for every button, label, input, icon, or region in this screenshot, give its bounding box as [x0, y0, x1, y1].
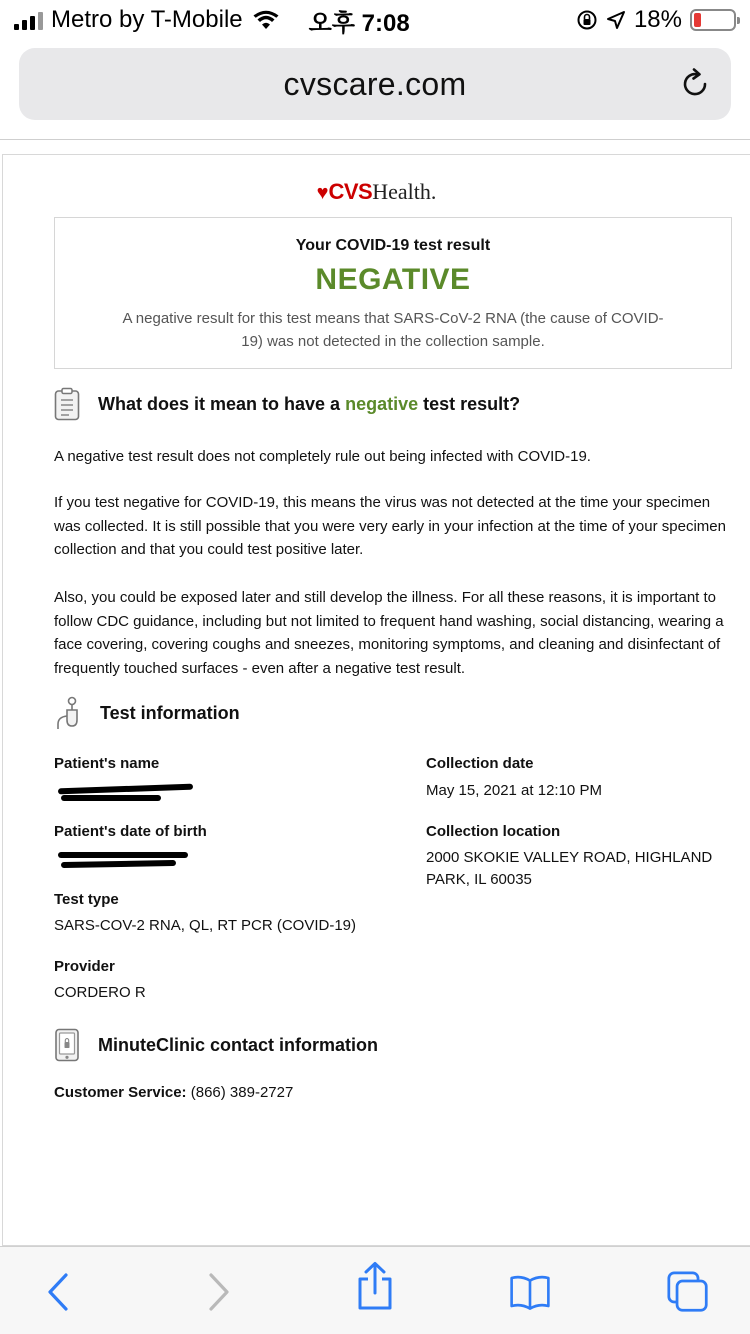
test-type-label: Test type — [54, 891, 119, 908]
forward-button[interactable] — [198, 1271, 240, 1313]
customer-service-phone[interactable]: (866) 389-2727 — [190, 1084, 294, 1101]
result-value: NEGATIVE — [315, 263, 471, 296]
browser-chrome-divider — [0, 139, 750, 140]
patient-name-label: Patient's name — [54, 755, 160, 772]
dob-label: Patient's date of birth — [54, 823, 207, 840]
meaning-heading: What does it mean to have a negative test result? — [98, 393, 521, 414]
customer-service-label: Customer Service: — [54, 1084, 187, 1101]
logo-cvs-text: CVS — [328, 179, 373, 204]
cellular-signal-icon — [14, 10, 43, 30]
clipboard-icon — [54, 387, 80, 421]
phone-icon — [54, 1028, 80, 1062]
redacted-patient-name — [58, 784, 193, 795]
test-info-heading — [54, 696, 240, 730]
share-icon — [355, 1261, 395, 1311]
wifi-icon — [253, 10, 279, 30]
redacted-patient-name — [61, 795, 161, 801]
logo-health-text: Health. — [372, 179, 437, 204]
meaning-section-heading — [54, 387, 520, 421]
collection-location-label: Collection location — [426, 823, 561, 840]
bookmarks-button[interactable] — [509, 1271, 551, 1313]
contact-title: MinuteClinic contact information — [98, 1034, 379, 1055]
address-bar[interactable] — [19, 48, 731, 120]
meaning-paragraph-1: A negative test result does not completely rule out being infected with COVID-19. — [54, 448, 591, 465]
safari-bottom-toolbar — [0, 1246, 750, 1334]
battery-icon — [690, 9, 736, 31]
provider-value: CORDERO R — [54, 984, 146, 1001]
result-title: Your COVID-19 test result — [295, 237, 491, 254]
collection-date-label: Collection date — [426, 755, 534, 772]
status-bar — [0, 0, 750, 40]
redacted-dob — [61, 860, 176, 868]
result-card — [54, 217, 732, 369]
meaning-paragraph-3: Also, you could be exposed later and still develop the illness. For all these reasons, it is important to follow CDC guidance, including but not limited to frequent hand washing, social distancing, wearing a face covering, covering coughs and sneezes, monitoring symptoms, and cleaning and disinfectant of frequently touched surfaces - even after a negative test result. — [54, 589, 724, 677]
back-button[interactable] — [37, 1271, 79, 1313]
forward-icon — [205, 1272, 233, 1312]
result-description: A negative result for this test means that SARS-CoV-2 RNA (the cause of COVID-19) was not detected in the collection sample. — [122, 310, 664, 350]
carrier-name: Metro by T-Mobile — [51, 6, 243, 33]
tabs-button[interactable] — [667, 1271, 709, 1313]
customer-service-line — [54, 1084, 293, 1101]
location-arrow-icon — [606, 10, 626, 30]
orientation-lock-icon — [576, 9, 598, 31]
url-text: cvscare.com — [283, 65, 467, 102]
bookmarks-icon — [509, 1271, 551, 1313]
back-icon — [44, 1272, 72, 1312]
redacted-dob — [58, 852, 188, 858]
cvs-health-logo[interactable] — [3, 179, 750, 205]
collection-location-value: 2000 SKOKIE VALLEY ROAD, HIGHLAND PARK, IL 60035 — [426, 849, 713, 888]
tabs-icon — [667, 1269, 709, 1315]
reload-icon[interactable] — [677, 66, 713, 102]
provider-label: Provider — [54, 958, 115, 975]
contact-section-heading — [54, 1028, 378, 1062]
test-info-title: Test information — [100, 702, 240, 723]
swab-test-icon — [54, 696, 80, 730]
collection-date-value: May 15, 2021 at 12:10 PM — [426, 782, 602, 799]
meaning-paragraph-2: If you test negative for COVID-19, this means the virus was not detected at the time your specimen was collected. It is still possible that you were very early in your infection at the time of your specimen collection and that you could test positive later. — [54, 494, 726, 558]
clock: 오후 7:08 — [308, 9, 410, 37]
web-page — [2, 154, 750, 1246]
share-button[interactable] — [354, 1265, 396, 1307]
test-type-value: SARS-COV-2 RNA, QL, RT PCR (COVID-19) — [54, 917, 357, 934]
battery-percentage: 18% — [633, 6, 682, 33]
heart-logo-icon: ♥ — [316, 182, 329, 204]
